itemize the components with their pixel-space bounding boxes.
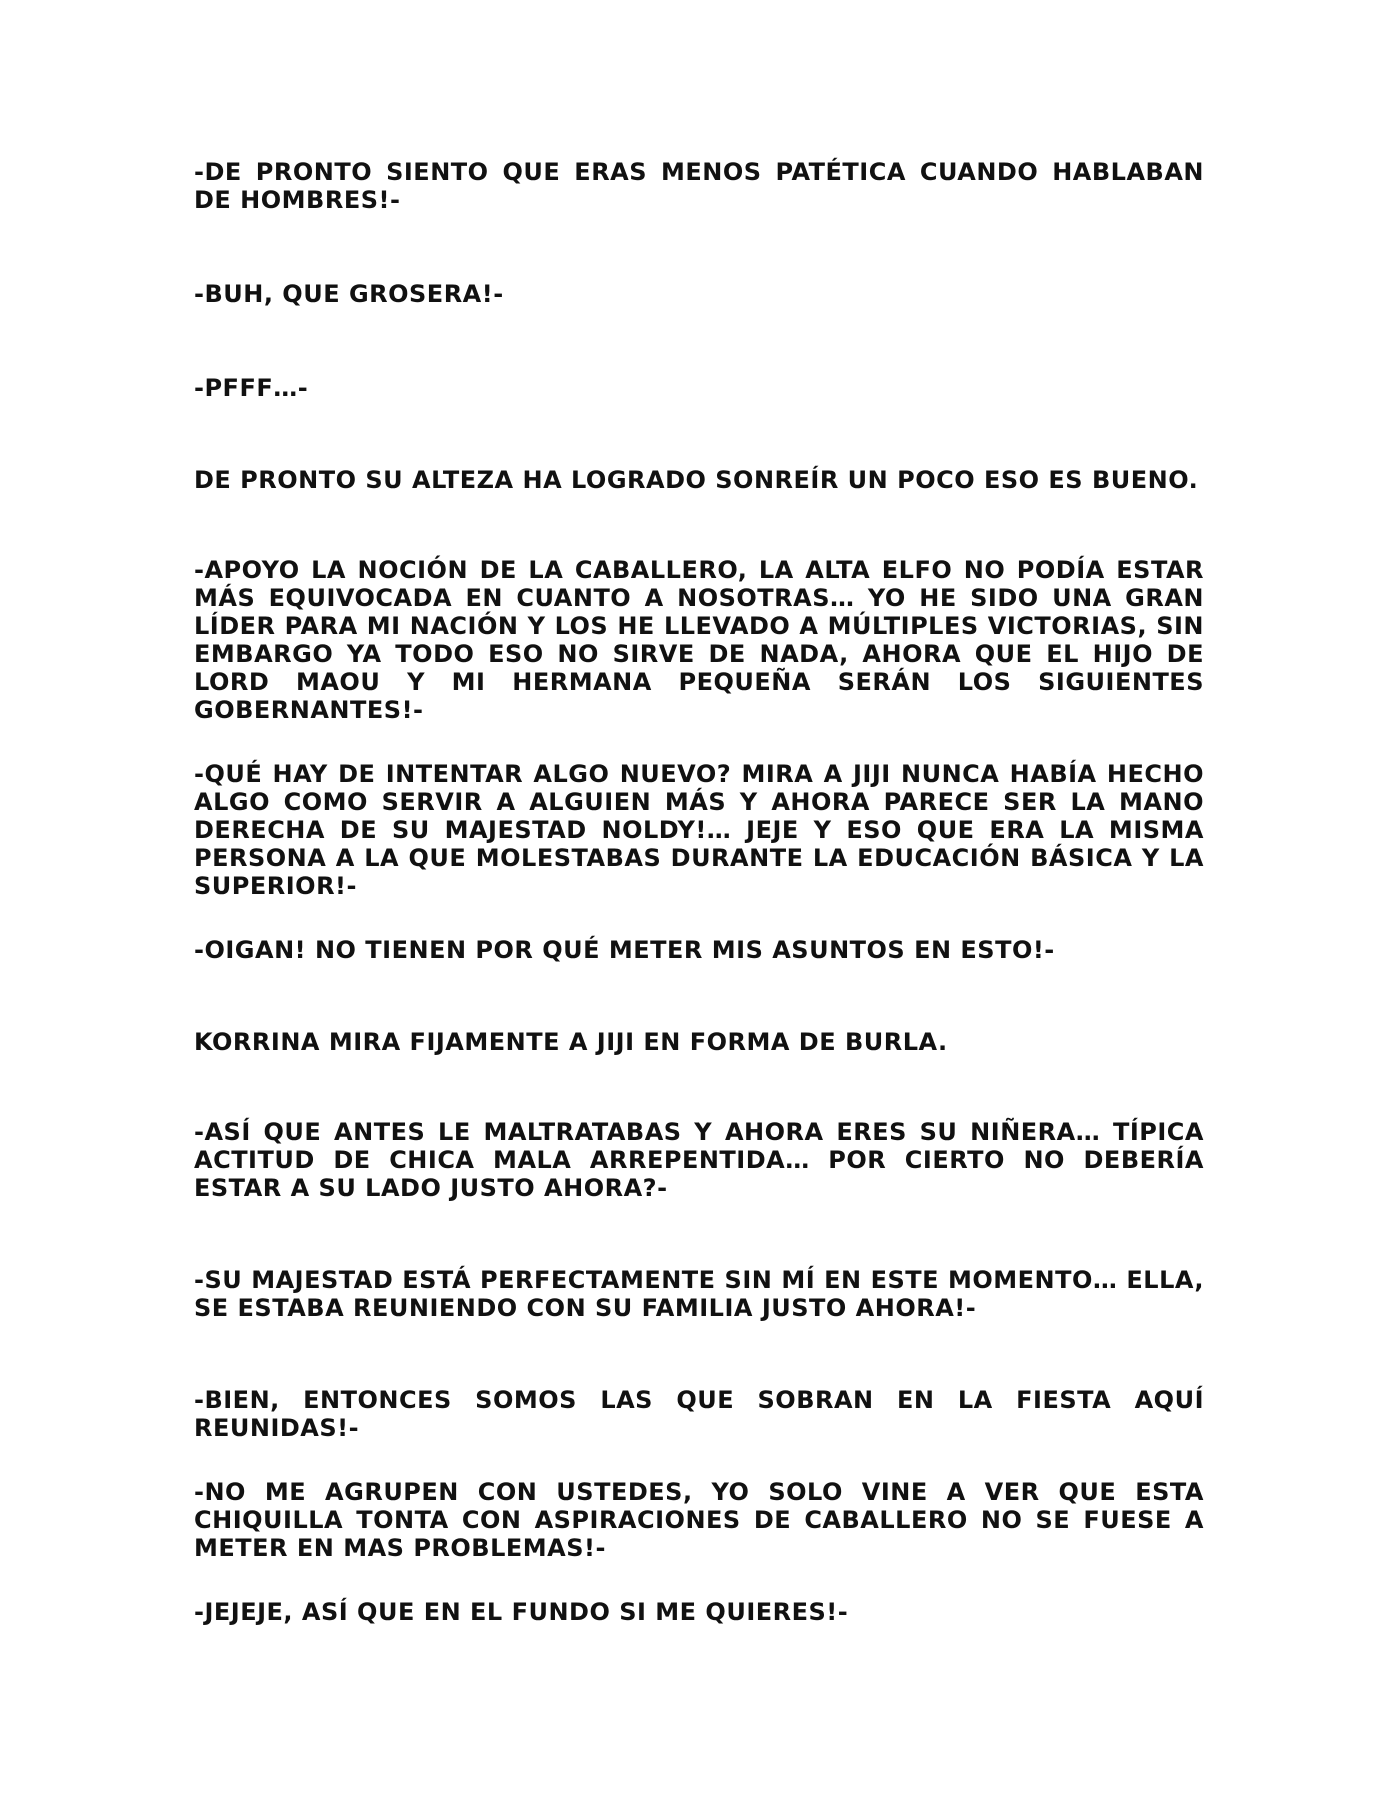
paragraph: -DE PRONTO SIENTO QUE ERAS MENOS PATÉTICA CUANDO HABLABAN DE HOMBRES!- [194, 158, 1204, 214]
paragraph: KORRINA MIRA FIJAMENTE A JIJI EN FORMA DE BURLA. [194, 1028, 948, 1056]
paragraph: -SU MAJESTAD ESTÁ PERFECTAMENTE SIN MÍ EN ESTE MOMENTO… ELLA, SE ESTABA REUNIENDO CON SU FAMILIA JUSTO AHORA!- [194, 1266, 1204, 1322]
paragraph: -JEJEJE, ASÍ QUE EN EL FUNDO SI ME QUIERES!- [194, 1598, 849, 1626]
paragraph: -PFFF…- [194, 374, 309, 402]
paragraph: -BUH, QUE GROSERA!- [194, 280, 504, 308]
paragraph: -ASÍ QUE ANTES LE MALTRATABAS Y AHORA ERES SU NIÑERA… TÍPICA ACTITUD DE CHICA MALA ARREPENTIDA… POR CIERTO NO DEBERÍA ESTAR A SU LADO JUSTO AHORA?- [194, 1118, 1204, 1202]
paragraph: -QUÉ HAY DE INTENTAR ALGO NUEVO? MIRA A JIJI NUNCA HABÍA HECHO ALGO COMO SERVIR A ALGUIEN MÁS Y AHORA PARECE SER LA MANO DERECHA DE SU MAJESTAD NOLDY!… JEJE Y ESO QUE ERA LA MISMA PERSONA A LA QUE MOLESTABAS DURANTE LA EDUCACIÓN BÁSICA Y LA SUPERIOR!- [194, 760, 1204, 900]
paragraph: -APOYO LA NOCIÓN DE LA CABALLERO, LA ALTA ELFO NO PODÍA ESTAR MÁS EQUIVOCADA EN CUANTO A NOSOTRAS… YO HE SIDO UNA GRAN LÍDER PARA MI NACIÓN Y LOS HE LLEVADO A MÚLTIPLES VICTORIAS, SIN EMBARGO YA TODO ESO NO SIRVE DE NADA, AHORA QUE EL HIJO DE LORD MAOU Y MI HERMANA PEQUEÑA SERÁN LOS SIGUIENTES GOBERNANTES!- [194, 556, 1204, 724]
paragraph: -BIEN, ENTONCES SOMOS LAS QUE SOBRAN EN LA FIESTA AQUÍ REUNIDAS!- [194, 1386, 1204, 1442]
paragraph: -OIGAN! NO TIENEN POR QUÉ METER MIS ASUNTOS EN ESTO!- [194, 936, 1055, 964]
paragraph: -NO ME AGRUPEN CON USTEDES, YO SOLO VINE A VER QUE ESTA CHIQUILLA TONTA CON ASPIRACIONES DE CABALLERO NO SE FUESE A METER EN MAS PROBLEMAS!- [194, 1478, 1204, 1562]
paragraph: DE PRONTO SU ALTEZA HA LOGRADO SONREÍR UN POCO ESO ES BUENO. [194, 466, 1199, 494]
